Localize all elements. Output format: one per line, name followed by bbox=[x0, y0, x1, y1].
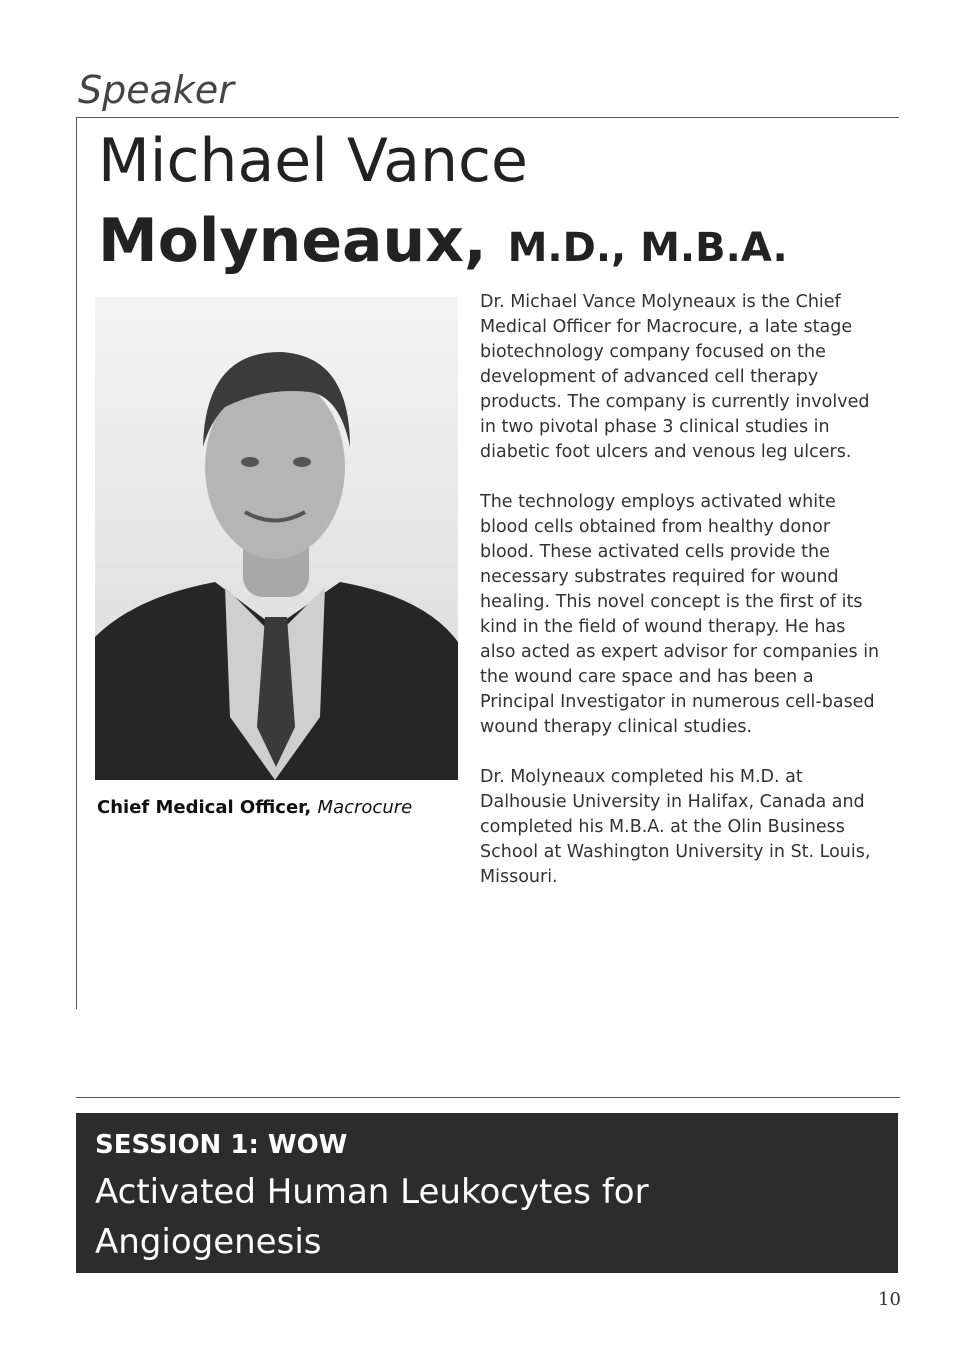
caption-company: Macrocure bbox=[317, 797, 413, 818]
session-label: SESSION 1: WOW bbox=[95, 1130, 348, 1160]
photo-caption bbox=[97, 797, 412, 818]
session-title: Activated Human Leukocytes for Angiogenesis bbox=[95, 1172, 649, 1262]
speaker-first-names: Michael Vance bbox=[98, 126, 528, 196]
left-divider bbox=[76, 117, 77, 1009]
caption-role: Chief Medical Officer, bbox=[97, 797, 312, 818]
speaker-surname: Molyneaux, bbox=[98, 206, 487, 276]
top-divider bbox=[76, 117, 899, 118]
bio-paragraph: The technology employs activated white blood cells obtained from healthy donor blood. These activated cells provide the necessary substrates required for wound healing. This novel concept is the first of its kind in the field of wound therapy. He has also acted as expert advisor for companies in the wound care space and has been a Principal Investigator in numerous cell-based wound therapy clinical studies. bbox=[480, 492, 880, 737]
session-banner bbox=[76, 1113, 898, 1273]
bottom-divider bbox=[76, 1097, 900, 1098]
bio-paragraph: Dr. Michael Vance Molyneaux is the Chief Medical Officer for Macrocure, a late stage biotechnology company focused on the development of advanced cell therapy products. The company is currently involved in two pivotal phase 3 clinical studies in diabetic foot ulcers and venous leg ulcers. bbox=[480, 292, 870, 462]
speaker-surname-line bbox=[98, 206, 788, 276]
page-number: 10 bbox=[878, 1289, 901, 1310]
section-label: Speaker bbox=[78, 68, 234, 112]
speaker-credentials: M.D., M.B.A. bbox=[507, 225, 788, 271]
bio-paragraph: Dr. Molyneaux completed his M.D. at Dalhousie University in Halifax, Canada and completed his M.B.A. at the Olin Business School at Washington University in St. Louis, Missouri. bbox=[480, 767, 871, 887]
speaker-photo bbox=[95, 297, 458, 780]
speaker-bio bbox=[480, 290, 880, 915]
